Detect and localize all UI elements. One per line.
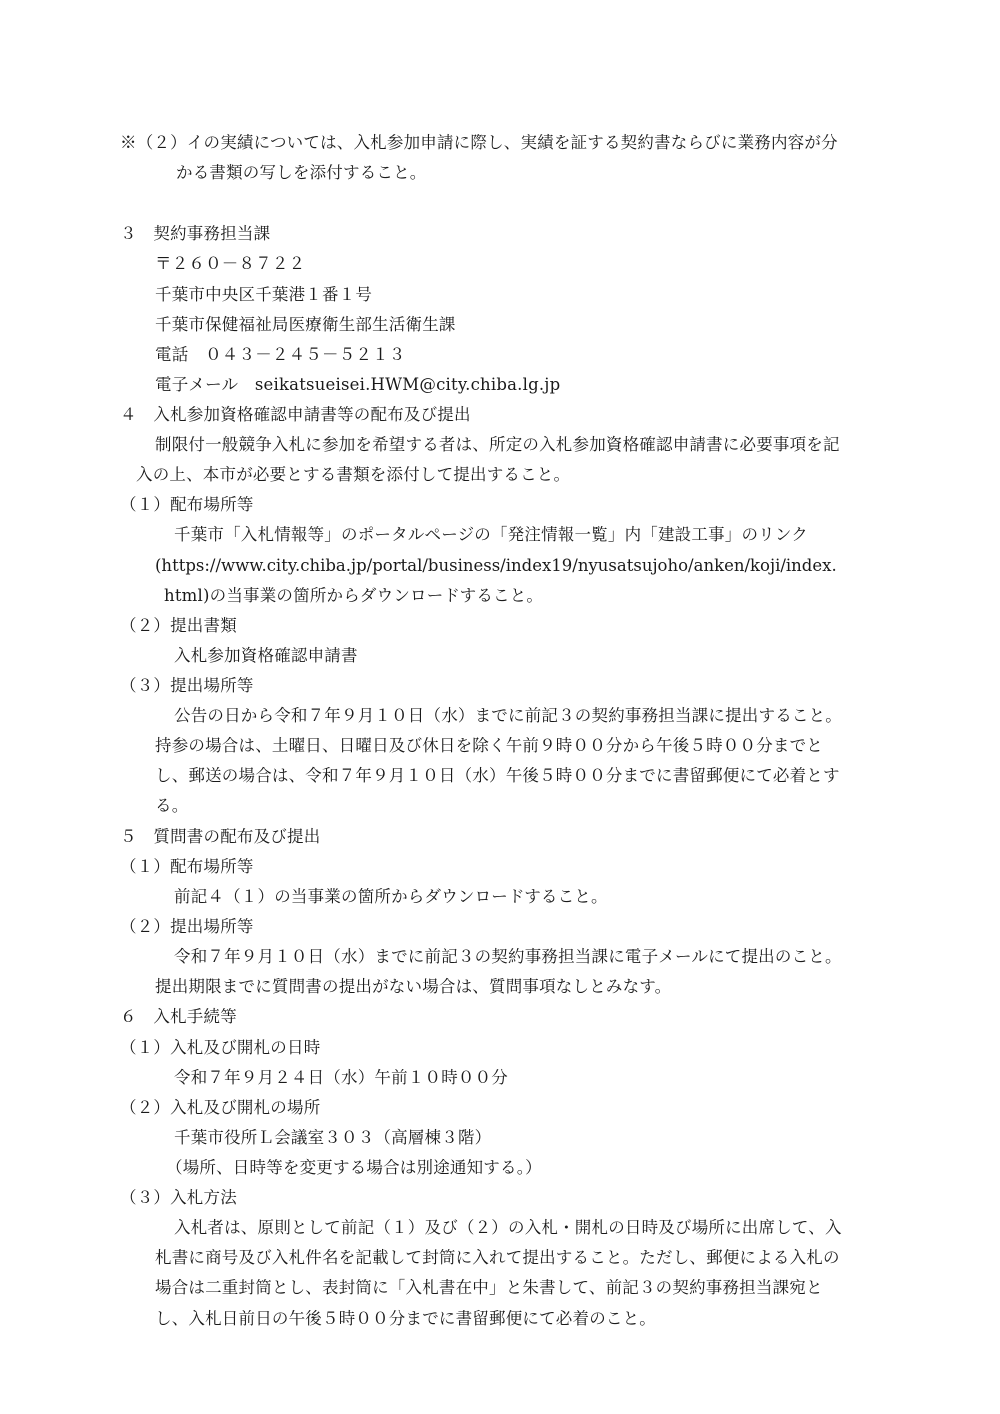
section-4-sub-1-line-3: html)の当事業の箇所からダウンロードすること。 [164,586,544,605]
section-4-sub-1-line-1: 千葉市「入札情報等」のポータルページの「発注情報一覧」内「建設工事」のリンク [174,525,808,544]
section-4-sub-1-line-2: (https://www.city.chiba.jp/portal/business/index19/nyusatsujoho/anken/koji/index. [155,556,837,575]
section-5-sub-2-line-1: 令和７年９月１０日（水）までに前記３の契約事務担当課に電子メールにて提出のこと。 [174,947,842,966]
section-5-sub-2-line-2: 提出期限までに質問書の提出がない場合は、質問事項なしとみなす。 [155,977,672,996]
section-3-heading: ３ 契約事務担当課 [120,224,271,243]
phone: 電話 ０４３－２４５－５２１３ [155,345,406,364]
section-6-sub-2-line-2: （場所、日時等を変更する場合は別途通知する。） [166,1158,542,1177]
section-6-sub-2-heading: （２）入札及び開札の場所 [120,1098,321,1117]
section-6-sub-3-heading: （３）入札方法 [120,1188,237,1207]
section-6-sub-2-line-1: 千葉市役所Ｌ会議室３０３（高層棟３階） [174,1128,492,1147]
section-4-intro-line-1: 制限付一般競争入札に参加を希望する者は、所定の入札参加資格確認申請書に必要事項を記 [155,435,840,454]
section-4-sub-3-heading: （３）提出場所等 [120,676,254,695]
section-4-sub-3-line-3: し、郵送の場合は、令和７年９月１０日（水）午後５時００分までに書留郵便にて必着とす [155,766,840,785]
section-6-heading: ６ 入札手続等 [120,1007,237,1026]
section-4-heading: ４ 入札参加資格確認申請書等の配布及び提出 [120,405,471,424]
section-6-sub-1-line-1: 令和７年９月２４日（水）午前１０時００分 [174,1068,508,1087]
section-4-intro-line-2: 入の上、本市が必要とする書類を添付して提出すること。 [136,465,571,484]
note-line-2: かる書類の写しを添付すること。 [176,163,427,182]
section-4-sub-1-heading: （１）配布場所等 [120,495,254,514]
section-4-sub-2-line-1: 入札参加資格確認申請書 [174,646,358,665]
section-4-sub-2-heading: （２）提出書類 [120,616,237,635]
section-5-sub-1-line-1: 前記４（１）の当事業の箇所からダウンロードすること。 [174,887,608,906]
section-4-sub-3-line-1: 公告の日から令和７年９月１０日（水）までに前記３の契約事務担当課に提出すること。 [174,706,842,725]
section-5-sub-2-heading: （２）提出場所等 [120,917,254,936]
email: 電子メール seikatsueisei.HWM@city.chiba.lg.jp [155,375,561,394]
section-6-sub-3-line-1: 入札者は、原則として前記（１）及び（２）の入札・開札の日時及び場所に出席して、入 [174,1218,842,1237]
address: 千葉市中央区千葉港１番１号 [155,285,373,304]
section-5-sub-1-heading: （１）配布場所等 [120,857,254,876]
section-5-heading: ５ 質問書の配布及び提出 [120,827,321,846]
postal-code: 〒２６０－８７２２ [155,254,306,273]
section-6-sub-3-line-3: 場合は二重封筒とし、表封筒に「入札書在中」と朱書して、前記３の契約事務担当課宛と [155,1278,823,1297]
section-4-sub-3-line-2: 持参の場合は、土曜日、日曜日及び休日を除く午前９時００分から午後５時００分までと [155,736,823,755]
department: 千葉市保健福祉局医療衛生部生活衛生課 [155,315,456,334]
section-6-sub-3-line-4: し、入札日前日の午後５時００分までに書留郵便にて必着のこと。 [155,1309,656,1328]
section-6-sub-3-line-2: 札書に商号及び入札件名を記載して封筒に入れて提出すること。ただし、郵便による入札の [155,1248,840,1267]
section-4-sub-3-line-4: る。 [155,796,189,815]
section-6-sub-1-heading: （１）入札及び開札の日時 [120,1038,321,1057]
note-line-1: ※（２）イの実績については、入札参加申請に際し、実績を証する契約書ならびに業務内容が分 [120,133,838,152]
